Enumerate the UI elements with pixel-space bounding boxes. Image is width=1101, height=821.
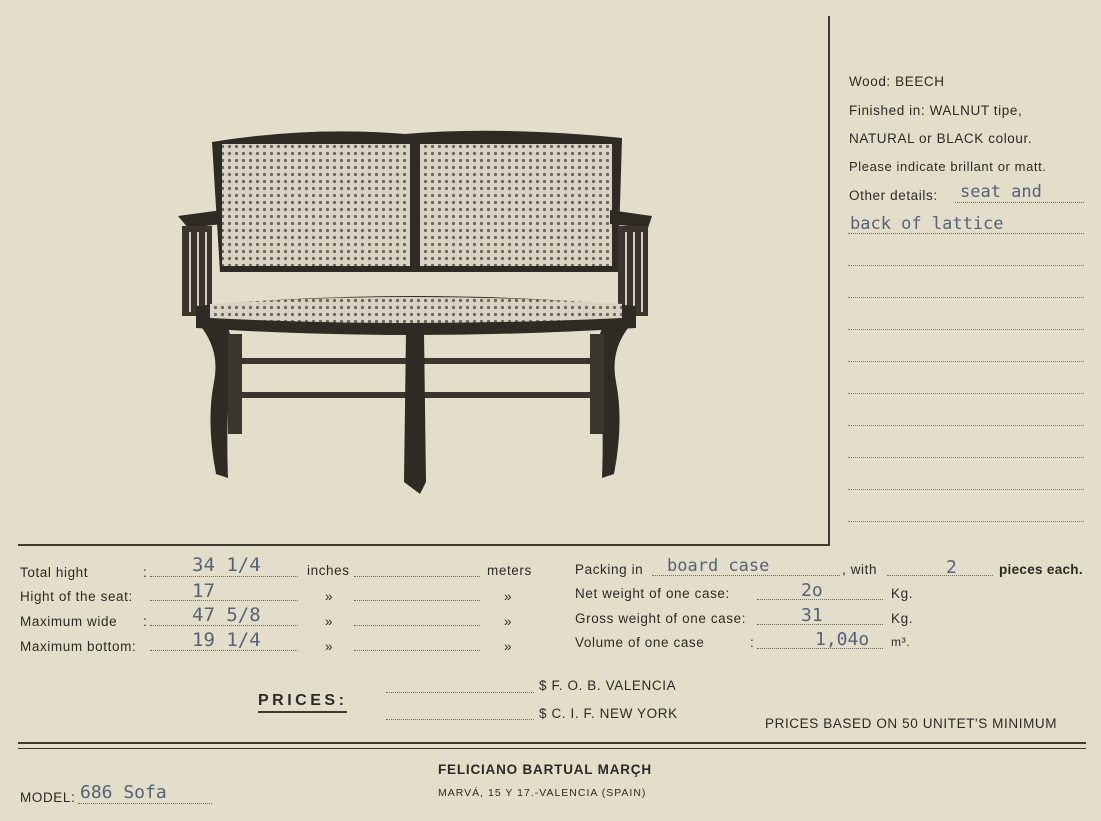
other-details-value-1: seat and xyxy=(960,182,1042,202)
gross-weight-value: 31 xyxy=(801,605,823,626)
dim-label-seat: Hight of the seat: xyxy=(20,589,133,604)
blank-line xyxy=(848,297,1084,298)
net-weight-label: Net weight of one case: xyxy=(575,586,730,601)
volume-unit: m³. xyxy=(891,635,911,649)
other-details-label: Other details: xyxy=(849,188,938,203)
cif-label: $ C. I. F. NEW YORK xyxy=(539,706,678,721)
gross-weight-label: Gross weight of one case: xyxy=(575,611,747,626)
sofa-illustration xyxy=(170,122,660,497)
dim-meters-underline xyxy=(354,576,480,577)
dim-unit-ditto: » xyxy=(325,639,334,654)
blank-line xyxy=(848,457,1084,458)
net-weight-unit: Kg. xyxy=(891,586,914,601)
packing-value: board case xyxy=(667,556,770,576)
wood-line: Wood: BEECH xyxy=(849,74,945,89)
blank-line xyxy=(848,425,1084,426)
blank-line xyxy=(848,265,1084,266)
dim-unit-ditto: » xyxy=(504,614,513,629)
indicate-line: Please indicate brillant or matt. xyxy=(849,159,1047,174)
volume-value: 1,04o xyxy=(815,629,870,650)
dim-meters-underline xyxy=(354,625,480,626)
blank-line xyxy=(848,393,1084,394)
dim-meters-underline xyxy=(354,650,480,651)
finished-line: Finished in: WALNUT tipe, xyxy=(849,103,1023,118)
dim-unit-ditto: » xyxy=(504,589,513,604)
dim-value-bottom: 19 1/4 xyxy=(192,629,261,651)
dim-unit-meters: meters xyxy=(487,563,532,578)
dim-label-wide: Maximum wide xyxy=(20,614,118,629)
dim-unit-ditto: » xyxy=(325,589,334,604)
dim-label-bottom: Maximum bottom: xyxy=(20,639,137,654)
footer-rule-bottom xyxy=(18,748,1086,749)
blank-line xyxy=(848,361,1084,362)
spec-divider-vertical xyxy=(828,16,830,546)
pieces-underline xyxy=(887,575,993,576)
minimum-note: PRICES BASED ON 50 UNITET'S MINIMUM xyxy=(765,716,1058,731)
dim-value-total-hight: 34 1/4 xyxy=(192,554,261,576)
dim-sep: : xyxy=(143,565,148,580)
dim-meters-underline xyxy=(354,600,480,601)
blank-line xyxy=(848,521,1084,522)
spec-divider-bottom xyxy=(18,544,830,546)
company-address: MARVÁ, 15 Y 17.-VALENCIA (SPAIN) xyxy=(438,787,647,799)
dim-unit-inches: inches xyxy=(307,563,350,578)
cif-underline xyxy=(386,719,534,720)
fob-underline xyxy=(386,692,534,693)
blank-line xyxy=(848,329,1084,330)
gross-weight-unit: Kg. xyxy=(891,611,914,626)
company-name: FELICIANO BARTUAL MARÇH xyxy=(438,762,652,777)
volume-label: Volume of one case xyxy=(575,635,705,650)
dim-underline xyxy=(150,576,298,577)
blank-line xyxy=(848,489,1084,490)
other-details-value-2: back of lattice xyxy=(850,214,1004,234)
packing-label: Packing in xyxy=(575,562,644,577)
footer-rule-top xyxy=(18,742,1086,744)
prices-title: PRICES: xyxy=(258,692,347,713)
dim-value-seat: 17 xyxy=(192,580,215,602)
dim-unit-ditto: » xyxy=(325,614,334,629)
model-value: 686 Sofa xyxy=(80,782,167,803)
dim-value-wide: 47 5/8 xyxy=(192,604,261,626)
other-details-underline xyxy=(955,202,1084,203)
dim-label-total-hight: Total hight xyxy=(20,565,89,580)
dim-underline xyxy=(150,600,298,601)
packing-with: , with xyxy=(842,562,878,577)
net-weight-value: 2o xyxy=(801,580,823,601)
finished-line-2: NATURAL or BLACK colour. xyxy=(849,131,1033,146)
dim-unit-ditto: » xyxy=(504,639,513,654)
fob-label: $ F. O. B. VALENCIA xyxy=(539,678,677,693)
volume-sep: : xyxy=(750,635,755,650)
pieces-value: 2 xyxy=(946,557,957,578)
model-underline xyxy=(78,803,212,804)
model-label: MODEL: xyxy=(20,790,76,805)
dim-sep: : xyxy=(143,614,148,629)
pieces-label: pieces each. xyxy=(999,562,1083,577)
